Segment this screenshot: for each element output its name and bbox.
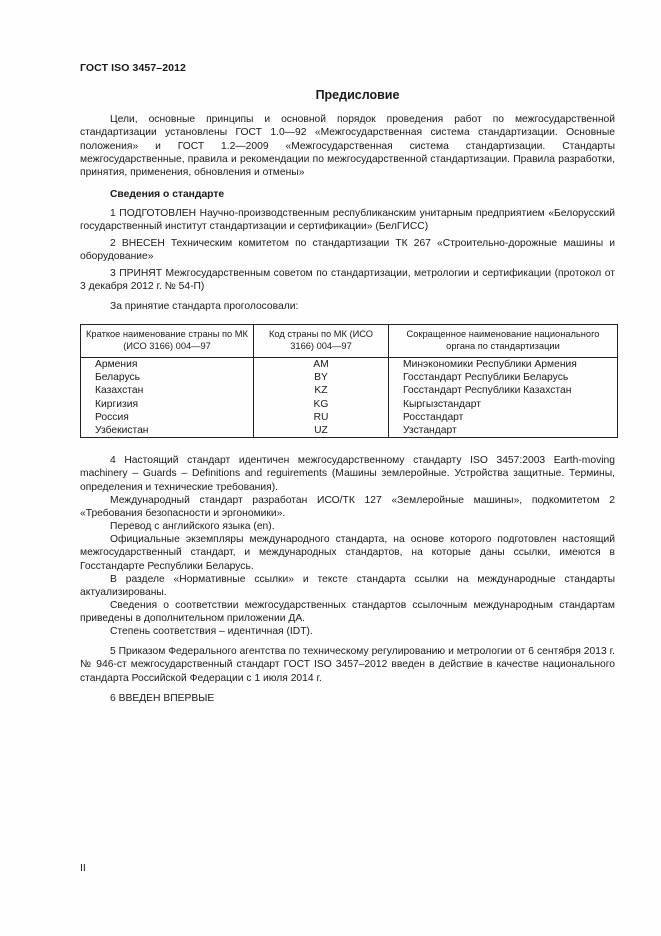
table-row — [81, 371, 618, 384]
cell-organization: Узстандарт — [389, 424, 618, 438]
table-row — [81, 398, 618, 411]
cell-organization: Госстандарт Республики Беларусь — [389, 371, 618, 384]
cell-organization: Кыргызстандарт — [389, 398, 618, 411]
cell-organization: Росстандарт — [389, 411, 618, 424]
column-header-code: Код страны по МК (ИСО 3166) 004—97 — [254, 325, 389, 358]
item-identical: 4 Настоящий стандарт идентичен межгосударственному стандарту ISO 3457:2003 Earth-moving machinery – Guards – Definitions and reguirements (Машины землеройные. Устройства защитные. Термины, определения и технические требования). — [80, 455, 615, 493]
cell-country: Узбекистан — [81, 424, 254, 438]
table-row — [81, 424, 618, 438]
item-prepared: 1 ПОДГОТОВЛЕН Научно-производственным республиканским унитарным предприятием «Белорусский государственный институт стандартизации и сертификации» (БелГИСС) — [80, 208, 615, 233]
votes-table — [80, 324, 618, 438]
intro-paragraph: Цели, основные принципы и основной порядок проведения работ по межгосударственной стандартизации установлены ГОСТ 1.0—92 «Межгосударственная система стандартизации. Основные положения» и ГОСТ 1.2—2009 «Межгосударственная система стандартизации. Стандарты межгосударственные, правила и рекомендации по межгосударственной стандартизации. Правила разработки, принятия, применения, обновления и отмены» — [80, 114, 615, 179]
page-number: II — [80, 862, 86, 874]
voted-label: За принятие стандарта проголосовали: — [110, 301, 299, 312]
column-header-country: Краткое наименование страны по МК (ИСО 3166) 004—97 — [81, 325, 254, 358]
cell-organization: Госстандарт Республики Казахстан — [389, 384, 618, 397]
item-enacted: 5 Приказом Федерального агентства по техническому регулированию и метрологии от 6 сентября 2013 г. № 946-ст межгосударственный стандарт ГОСТ ISO 3457–2012 введен в действие в качестве национального стандарта Российской Федерации с 1 июля 2014 г. — [80, 646, 615, 684]
item-first-introduced: 6 ВВЕДЕН ВПЕРВЫЕ — [110, 693, 215, 704]
cell-country: Армения — [81, 358, 254, 372]
document-header: ГОСТ ISO 3457–2012 — [80, 62, 186, 74]
table-row — [81, 384, 618, 397]
table-header-row — [81, 325, 618, 358]
item-identical-annex: Сведения о соответствии межгосударственных стандартов ссылочным международным стандартам приведены в дополнительном приложении ДА. — [80, 600, 615, 625]
item-identical-translation: Перевод с английского языка (en). — [110, 521, 275, 532]
cell-code: KZ — [254, 384, 389, 397]
cell-country: Россия — [81, 411, 254, 424]
cell-country: Казахстан — [81, 384, 254, 397]
cell-code: BY — [254, 371, 389, 384]
cell-country: Киргизия — [81, 398, 254, 411]
item-identical-copies: Официальные экземпляры международного стандарта, на основе которого подготовлен настоящий межгосударственный стандарт, и международных стандартов, на которые даны ссылки, имеются в Госстандарте Республики Беларусь. — [80, 534, 615, 572]
cell-code: KG — [254, 398, 389, 411]
cell-organization: Минэкономики Республики Армения — [389, 358, 618, 372]
cell-code: UZ — [254, 424, 389, 438]
item-identical-developer: Международный стандарт разработан ИСО/ТК 127 «Землеройные машины», подкомитетом 2 «Требования безопасности и эргономики». — [80, 495, 615, 520]
item-identical-references: В разделе «Нормативные ссылки» и тексте стандарта ссылки на международные стандарты актуализированы. — [80, 574, 615, 599]
item-identical-degree: Степень соответствия – идентичная (IDT). — [110, 626, 313, 637]
column-header-organization: Сокращенное наименование национального органа по стандартизации — [389, 325, 618, 358]
item-adopted: 3 ПРИНЯТ Межгосударственным советом по стандартизации, метрологии и сертификации (протокол от 3 декабря 2012 г. № 54-П) — [80, 268, 615, 293]
cell-country: Беларусь — [81, 371, 254, 384]
table-row — [81, 358, 618, 372]
table-row — [81, 411, 618, 424]
page-title: Предисловие — [315, 88, 400, 102]
cell-code: RU — [254, 411, 389, 424]
cell-code: AM — [254, 358, 389, 372]
section-heading: Сведения о стандарте — [110, 189, 225, 200]
item-introduced: 2 ВНЕСЕН Техническим комитетом по стандартизации ТК 267 «Строительно-дорожные машины и оборудование» — [80, 238, 615, 263]
